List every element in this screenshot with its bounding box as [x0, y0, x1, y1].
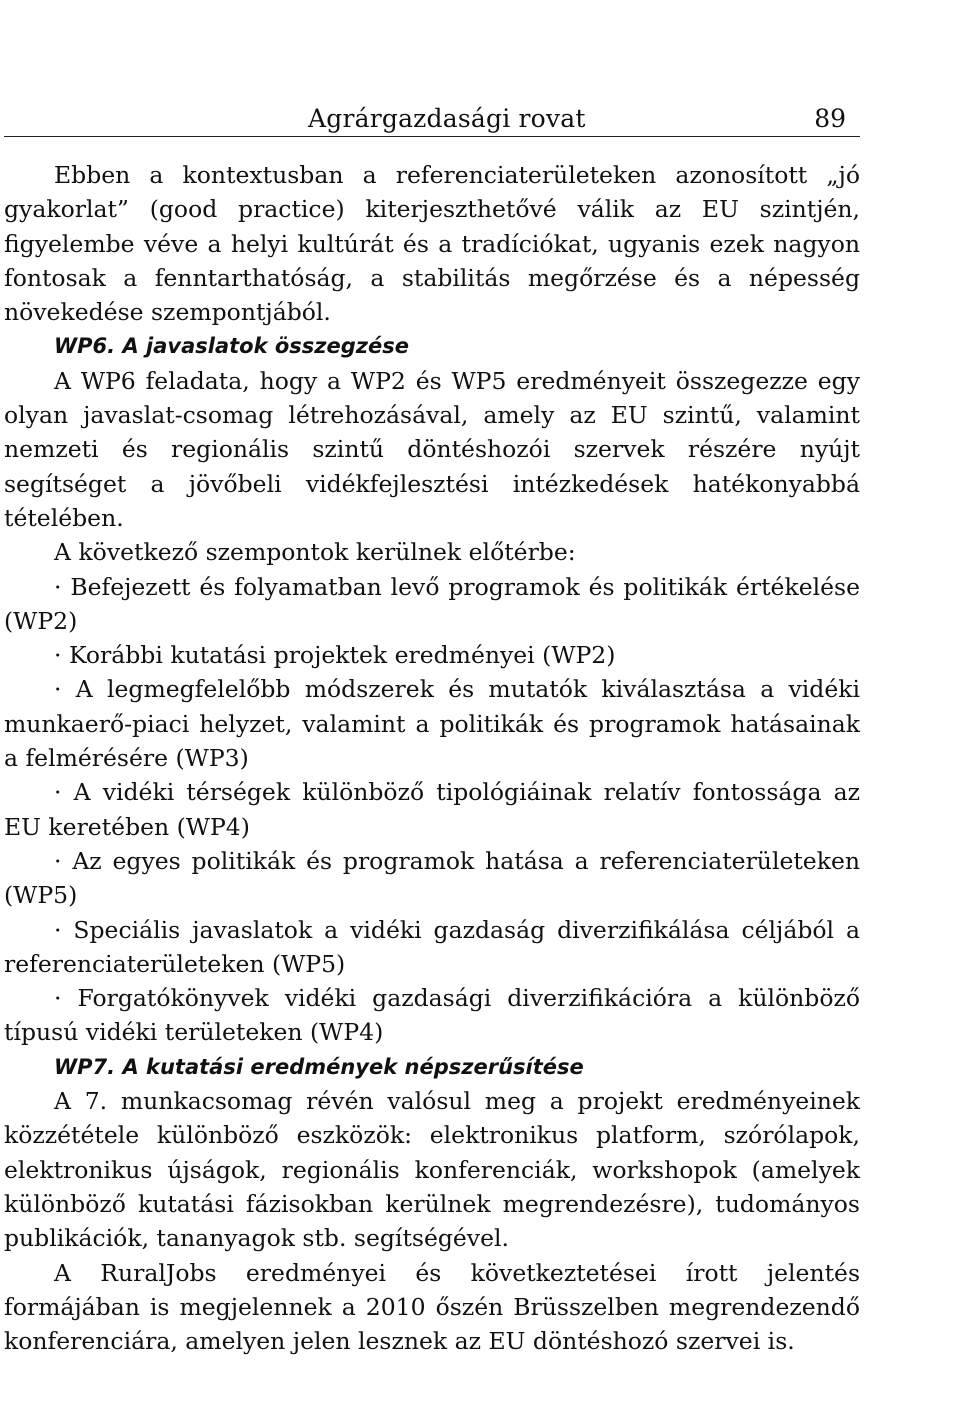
list-item: · Az egyes politikák és programok hatása a referenciaterületeken (WP5): [4, 846, 860, 910]
paragraph-aspects-intro: A következő szempontok kerülnek előtérbe:: [54, 538, 576, 567]
paragraph-intro: Ebben a kontextusban a referenciaterületeken azonosított „jó gyakorlat” (good practice) kiterjeszthetővé válik az EU szintjén, figyelembe véve a helyi kultúrát és a tradíciókat, ugyanis ezek nagyon fontosak a fenntarthatóság, a stabilitás megőrzése és a népesség növekedése szempontjából.: [4, 161, 860, 327]
list-item: · A legmegfelelőbb módszerek és mutatók kiválasztása a vidéki munkaerő-piaci helyzet, valamint a politikák és programok hatásainak a felmérésére (WP3): [4, 675, 860, 773]
paragraph-wp6-task: A WP6 feladata, hogy a WP2 és WP5 eredményeit összegezze egy olyan javaslat-csomag létrehozásával, amely az EU szintű, valamint nemzeti és regionális szintű döntéshozói szervek részére nyújt segítséget a jövőbeli vidékfejlesztési intézkedések hatékonyabbá tételében.: [4, 366, 860, 532]
paragraph-ruraljobs-results: A RuralJobs eredményei és következtetései írott jelentés formájában is megjelennek a 2010 őszén Brüsszelben megrendezendő konferenciára, amelyen jelen lesznek az EU döntéshozó szervei is.: [4, 1258, 860, 1356]
list-item: · A vidéki térségek különböző tipológiáinak relatív fontossága az EU keretében (WP4): [4, 778, 860, 841]
list-item: · Befejezett és folyamatban levő programok és politikák értékelése (WP2): [4, 572, 860, 635]
section-title: Agrárgazdasági rovat: [308, 104, 586, 133]
running-header: [4, 102, 860, 137]
body-text: [4, 158, 860, 1358]
list-item: · Speciális javaslatok a vidéki gazdaság diverzifikálása céljából a referenciaterületeken (WP5): [4, 915, 860, 978]
paragraph-wp7-dissemination: A 7. munkacsomag révén valósul meg a projekt eredményeinek közzététele különböző eszközök: elektronikus platform, szórólapok, elektronikus újságok, regionális konferenciák, workshopok (amelyek különböző kutatási fázisokban kerülnek megrendezésre), tudományos publikációk, tananyagok stb. segítségével.: [4, 1087, 860, 1253]
list-item: · Forgatókönyvek vidéki gazdasági diverzifikációra a különböző típusú vidéki területeken (WP4): [4, 984, 860, 1047]
heading-wp7: WP7. A kutatási eredmények népszerűsítése: [54, 1054, 584, 1079]
list-item: · Korábbi kutatási projektek eredményei (WP2): [54, 641, 616, 670]
page-number: 89: [814, 104, 846, 133]
heading-wp6: WP6. A javaslatok összegzése: [54, 334, 409, 359]
